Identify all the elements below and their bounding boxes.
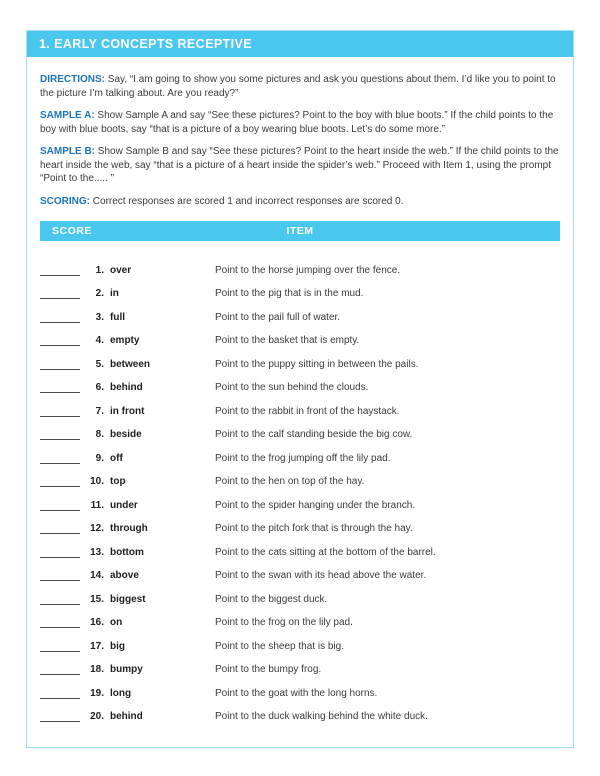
score-blank-line	[40, 476, 80, 487]
concept-word: on	[110, 617, 123, 629]
section-content	[27, 57, 573, 727]
score-blank-line	[40, 312, 80, 323]
item-number: 19.	[90, 687, 104, 699]
item-instruction: Point to the pig that is in the mud.	[215, 288, 364, 300]
directions-label: DIRECTIONS:	[40, 74, 105, 85]
item-number: 11.	[90, 499, 104, 511]
item-number: 8.	[95, 429, 104, 441]
concept-word: over	[110, 264, 132, 276]
score-blank-line	[40, 664, 80, 675]
score-blank-line	[40, 382, 80, 393]
item-instruction: Point to the puppy sitting in between the pails.	[215, 358, 419, 370]
table-row	[40, 328, 560, 352]
score-blank-line	[40, 429, 80, 440]
score-blank-line	[40, 547, 80, 558]
item-instruction: Point to the hen on top of the hay.	[215, 476, 365, 488]
score-blank-line	[40, 523, 80, 534]
sample-a-label: SAMPLE A:	[40, 110, 95, 121]
table-row	[40, 492, 560, 516]
item-number: 7.	[95, 405, 104, 417]
item-instruction: Point to the frog jumping off the lily pad.	[215, 452, 391, 464]
concept-word: above	[110, 570, 139, 582]
item-instruction: Point to the sun behind the clouds.	[215, 382, 369, 394]
score-blank-line	[40, 594, 80, 605]
sample-b-paragraph	[40, 145, 560, 186]
table-row	[40, 469, 560, 493]
directions-paragraph	[40, 73, 560, 100]
item-instruction: Point to the spider hanging under the branch.	[215, 499, 416, 511]
item-column-header: ITEM	[286, 225, 314, 237]
score-blank-line	[40, 617, 80, 628]
sample-b-text: Show Sample B and say “See these pictures? Point to the heart inside the web.” If the child points to the heart inside the web, say “that is a picture of a heart inside the spider’s web.” Proceed with Item 1, using the prompt “Point to the..... ”	[40, 146, 559, 184]
item-instruction: Point to the basket that is empty.	[215, 335, 360, 347]
section-box	[26, 30, 574, 748]
table-row	[40, 304, 560, 328]
directions-text: Say, “I am going to show you some pictures and ask you questions about them. I’d like you to point to the picture I’m talking about. Are you ready?”	[40, 74, 556, 99]
item-instruction: Point to the swan with its head above the water.	[215, 570, 427, 582]
table-header-bar	[40, 221, 560, 241]
concept-word: biggest	[110, 593, 146, 605]
scoring-label: SCORING:	[40, 195, 90, 207]
concept-word: long	[110, 687, 132, 699]
item-instruction: Point to the horse jumping over the fence.	[215, 264, 401, 276]
item-instruction: Point to the sheep that is big.	[215, 640, 344, 652]
score-blank-line	[40, 570, 80, 581]
scoring-text: Correct responses are scored 1 and incorrect responses are scored 0.	[92, 195, 404, 207]
table-row	[40, 610, 560, 634]
concept-word: off	[110, 452, 123, 464]
item-number: 16.	[90, 617, 104, 629]
table-row	[40, 586, 560, 610]
item-number: 9.	[95, 452, 104, 464]
item-number: 18.	[90, 664, 104, 676]
concept-word: empty	[110, 335, 140, 347]
item-instruction: Point to the pitch fork that is through the hay.	[215, 523, 413, 535]
concept-word: bottom	[110, 546, 144, 558]
table-row	[40, 422, 560, 446]
item-number: 2.	[95, 288, 104, 300]
table-row	[40, 281, 560, 305]
table-row	[40, 657, 560, 681]
concept-word: through	[110, 523, 148, 535]
item-number: 17.	[90, 640, 104, 652]
table-row	[40, 375, 560, 399]
score-blank-line	[40, 641, 80, 652]
score-blank-line	[40, 265, 80, 276]
item-number: 20.	[90, 711, 104, 723]
score-blank-line	[40, 453, 80, 464]
item-number: 3.	[95, 311, 104, 323]
item-instruction: Point to the pail full of water.	[215, 311, 341, 323]
concept-word: in front	[110, 405, 145, 417]
section-title-bar	[27, 31, 573, 57]
item-number: 5.	[95, 358, 104, 370]
concept-word: between	[110, 358, 151, 370]
item-instruction: Point to the bumpy frog.	[215, 664, 322, 676]
item-instruction: Point to the cats sitting at the bottom of the barrel.	[215, 546, 436, 558]
score-blank-line	[40, 406, 80, 417]
table-row	[40, 516, 560, 540]
sample-a-paragraph	[40, 109, 560, 136]
item-instruction: Point to the calf standing beside the big cow.	[215, 429, 413, 441]
item-instruction: Point to the duck walking behind the white duck.	[215, 711, 428, 723]
concept-word: behind	[110, 382, 143, 394]
concept-word: beside	[110, 429, 142, 441]
item-number: 14.	[90, 570, 104, 582]
score-blank-line	[40, 359, 80, 370]
sample-b-label: SAMPLE B:	[40, 146, 95, 157]
concept-word: bumpy	[110, 664, 143, 676]
table-row	[40, 351, 560, 375]
table-row	[40, 563, 560, 587]
item-number: 10.	[90, 476, 104, 488]
section-title: 1. EARLY CONCEPTS RECEPTIVE	[39, 37, 252, 51]
score-blank-line	[40, 711, 80, 722]
table-row	[40, 680, 560, 704]
item-number: 1.	[95, 264, 104, 276]
item-instruction: Point to the rabbit in front of the haystack.	[215, 405, 400, 417]
table-row	[40, 633, 560, 657]
table-row	[40, 704, 560, 728]
table-row	[40, 445, 560, 469]
concept-word: top	[110, 476, 126, 488]
item-number: 13.	[90, 546, 104, 558]
item-number: 12.	[90, 523, 104, 535]
items-list	[40, 257, 560, 727]
item-instruction: Point to the biggest duck.	[215, 593, 328, 605]
concept-word: behind	[110, 711, 143, 723]
score-blank-line	[40, 335, 80, 346]
item-instruction: Point to the goat with the long horns.	[215, 687, 378, 699]
table-row	[40, 398, 560, 422]
item-number: 4.	[95, 335, 104, 347]
sample-a-text: Show Sample A and say “See these pictures? Point to the boy with blue boots.” If the child points to the boy with blue boots, say “that is a picture of a boy wearing blue boots. Let’s do some more.”	[40, 110, 554, 135]
score-blank-line	[40, 688, 80, 699]
item-number: 6.	[95, 382, 104, 394]
scoring-paragraph	[40, 195, 560, 209]
concept-word: full	[110, 311, 125, 323]
item-number: 15.	[90, 593, 104, 605]
table-row	[40, 539, 560, 563]
concept-word: under	[110, 499, 138, 511]
item-instruction: Point to the frog on the lily pad.	[215, 617, 353, 629]
concept-word: big	[110, 640, 125, 652]
score-blank-line	[40, 288, 80, 299]
score-column-header: SCORE	[52, 225, 92, 237]
score-blank-line	[40, 500, 80, 511]
table-row	[40, 257, 560, 281]
concept-word: in	[110, 288, 119, 300]
